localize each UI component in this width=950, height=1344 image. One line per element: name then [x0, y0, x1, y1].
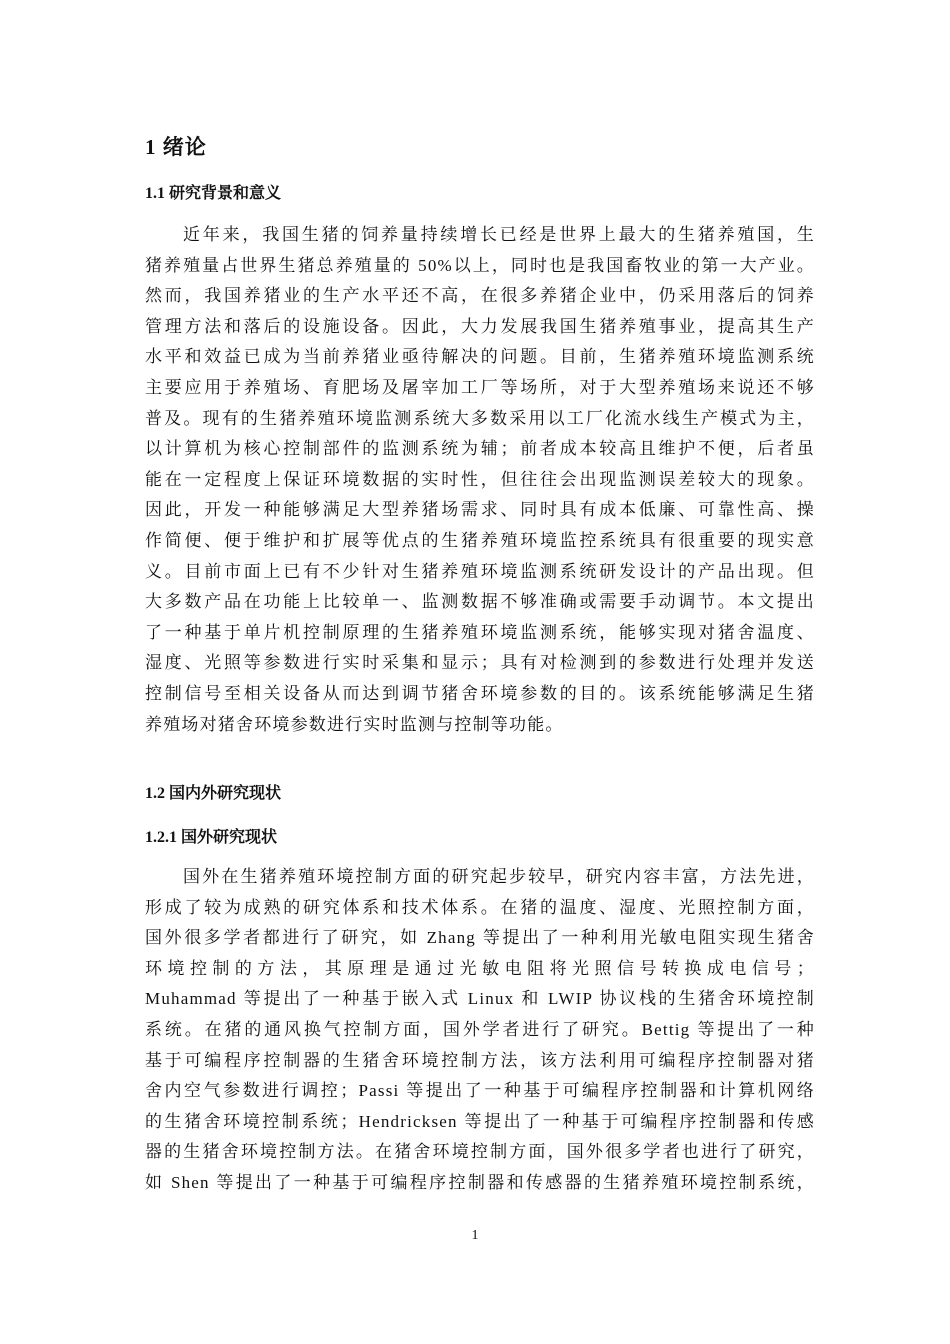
section-heading-1-2: 1.2 国内外研究现状	[145, 785, 282, 802]
text-line: 近年来，我国生猪的饲养量持续增长已经是世界上最大的生猪养殖国，生	[183, 225, 815, 244]
chapter-title: 1 绪论	[145, 135, 207, 159]
text-line: 能在一定程度上保证环境数据的实时性，但往往会出现监测误差较大的现象。	[145, 469, 815, 489]
text-line: 猪养殖量占世界生猪总养殖量的 50%以上，同时也是我国畜牧业的第一大产业。	[145, 255, 815, 275]
text-line: 系统。在猪的通风换气控制方面，国外学者进行了研究。Bettig 等提出了一种	[145, 1019, 815, 1039]
text-line: 舍内空气参数进行调控；Passi 等提出了一种基于可编程序控制器和计算机网络	[145, 1081, 815, 1101]
text-line: 形成了较为成熟的研究体系和技术体系。在猪的温度、湿度、光照控制方面，	[145, 897, 815, 917]
text-line: 的生猪舍环境控制系统；Hendricksen 等提出了一种基于可编程序控制器和传感	[145, 1111, 815, 1131]
text-line: 基于可编程序控制器的生猪舍环境控制方法，该方法利用可编程序控制器对猪	[145, 1050, 815, 1070]
text-line: 湿度、光照等参数进行实时采集和显示；具有对检测到的参数进行处理并发送	[145, 653, 815, 673]
section-heading-1-1: 1.1 研究背景和意义	[145, 185, 282, 202]
text-line: 了一种基于单片机控制原理的生猪养殖环境监测系统，能够实现对猪舍温度、	[145, 622, 815, 642]
text-line: 义。目前市面上已有不少针对生猪养殖环境监测系统研发设计的产品出现。但	[145, 561, 815, 581]
page-number: 1	[471, 1228, 479, 1243]
text-line: 因此，开发一种能够满足大型养猪场需求、同时具有成本低廉、可靠性高、操	[145, 500, 815, 520]
paragraph-research-background	[145, 220, 815, 740]
text-line: 国外很多学者都进行了研究，如 Zhang 等提出了一种利用光敏电阻实现生猪舍	[145, 928, 815, 948]
text-line: Muhammad 等提出了一种基于嵌入式 Linux 和 LWIP 协议栈的生猪舍环境控制	[145, 989, 815, 1009]
text-line: 大多数产品在功能上比较单一、监测数据不够准确或需要手动调节。本文提出	[145, 592, 815, 612]
text-line: 作简便、便于维护和扩展等优点的生猪养殖环境监控系统具有很重要的现实意	[145, 530, 815, 550]
section-heading-1-2-1: 1.2.1 国外研究现状	[145, 829, 278, 846]
text-line: 国外在生猪养殖环境控制方面的研究起步较早，研究内容丰富，方法先进，	[183, 867, 815, 886]
text-line: 养殖场对猪舍环境参数进行实时监测与控制等功能。	[145, 714, 564, 734]
text-line: 然而，我国养猪业的生产水平还不高，在很多养猪企业中，仍采用落后的饲养	[145, 286, 815, 306]
text-line: 控制信号至相关设备从而达到调节猪舍环境参数的目的。该系统能够满足生猪	[145, 683, 815, 703]
text-line: 环境控制的方法，其原理是通过光敏电阻将光照信号转换成电信号；	[145, 958, 815, 978]
text-line: 以计算机为核心控制部件的监测系统为辅；前者成本较高且维护不便，后者虽	[145, 439, 815, 459]
text-line: 管理方法和落后的设施设备。因此，大力发展我国生猪养殖事业，提高其生产	[145, 316, 815, 336]
text-line: 器的生猪舍环境控制方法。在猪舍环境控制方面，国外很多学者也进行了研究，	[145, 1142, 815, 1162]
text-line: 普及。现有的生猪养殖环境监测系统大多数采用以工厂化流水线生产模式为主，	[145, 408, 815, 428]
text-line: 水平和效益已成为当前养猪业亟待解决的问题。目前，生猪养殖环境监测系统	[145, 347, 815, 367]
text-line: 主要应用于养殖场、育肥场及屠宰加工厂等场所，对于大型养殖场来说还不够	[145, 377, 815, 397]
text-line: 如 Shen 等提出了一种基于可编程序控制器和传感器的生猪养殖环境控制系统，	[145, 1172, 815, 1192]
paragraph-foreign-research	[145, 862, 815, 1199]
